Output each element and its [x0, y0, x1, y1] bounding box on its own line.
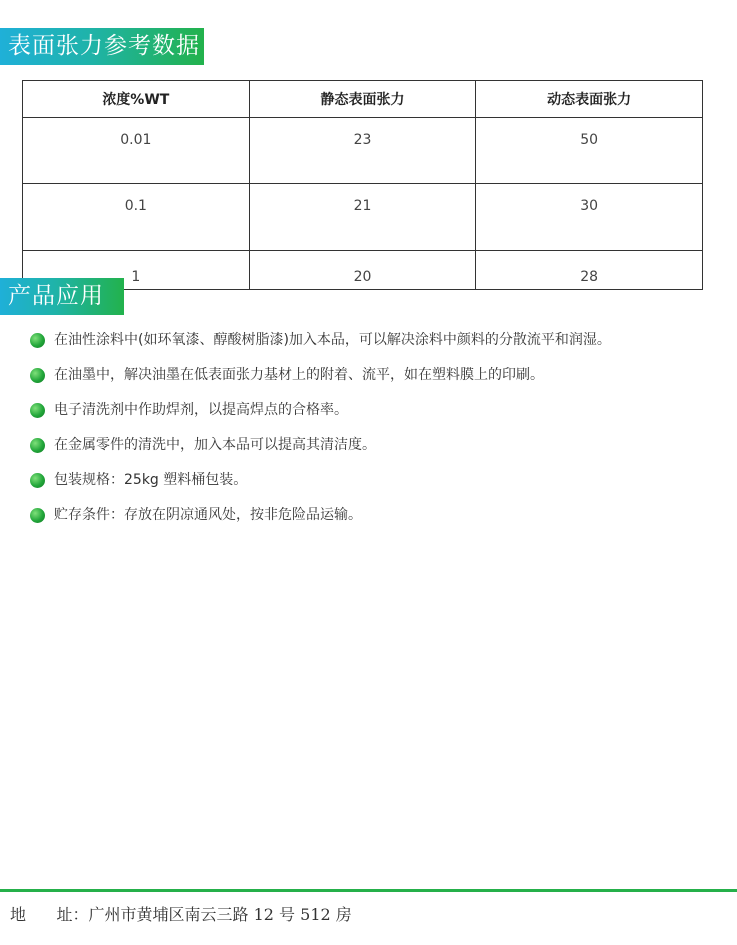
- cell-dynamic-tension: 28: [476, 251, 703, 290]
- cell-concentration: 0.1: [23, 184, 250, 251]
- header-concentration: 浓度%WT: [23, 81, 250, 118]
- list-item-text: 在油性涂料中(如环氧漆、醇酸树脂漆)加入本品，可以解决涂料中颜料的分散流平和润湿。: [54, 332, 611, 348]
- table-row: [23, 118, 703, 184]
- cell-dynamic-tension: 30: [476, 184, 703, 251]
- table-header-row: [23, 81, 703, 118]
- footer-address: 地 址：广州市黄埔区南云三路 12 号 512 房: [10, 905, 352, 924]
- cell-dynamic-tension: 50: [476, 118, 703, 184]
- cell-static-tension: 21: [249, 184, 476, 251]
- bullet-icon: [30, 403, 45, 418]
- list-item-text: 贮存条件：存放在阴凉通风处，按非危险品运输。: [54, 507, 362, 523]
- table-row: [23, 184, 703, 251]
- list-item: [30, 328, 611, 363]
- list-item: [30, 433, 611, 468]
- list-item: [30, 468, 611, 503]
- list-item: [30, 363, 611, 398]
- footer-divider: [0, 889, 737, 892]
- list-item: [30, 398, 611, 433]
- cell-static-tension: 23: [249, 118, 476, 184]
- bullet-icon: [30, 438, 45, 453]
- tension-section-title: 表面张力参考数据: [0, 28, 204, 65]
- bullet-icon: [30, 368, 45, 383]
- list-item-text: 在金属零件的清洗中，加入本品可以提高其清洁度。: [54, 437, 376, 453]
- application-section-title: 产品应用: [0, 278, 124, 315]
- cell-concentration: 1: [23, 251, 250, 290]
- cell-static-tension: 20: [249, 251, 476, 290]
- list-item-text: 包装规格：25kg 塑料桶包装。: [54, 472, 248, 488]
- application-list: [30, 328, 611, 538]
- list-item-text: 电子清洗剂中作助焊剂，以提高焊点的合格率。: [54, 402, 348, 418]
- header-static-tension: 静态表面张力: [249, 81, 476, 118]
- table-row: [23, 251, 703, 290]
- header-dynamic-tension: 动态表面张力: [476, 81, 703, 118]
- bullet-icon: [30, 508, 45, 523]
- cell-concentration: 0.01: [23, 118, 250, 184]
- list-item-text: 在油墨中，解决油墨在低表面张力基材上的附着、流平，如在塑料膜上的印刷。: [54, 367, 544, 383]
- surface-tension-table: [22, 80, 703, 290]
- list-item: [30, 503, 611, 538]
- bullet-icon: [30, 333, 45, 348]
- bullet-icon: [30, 473, 45, 488]
